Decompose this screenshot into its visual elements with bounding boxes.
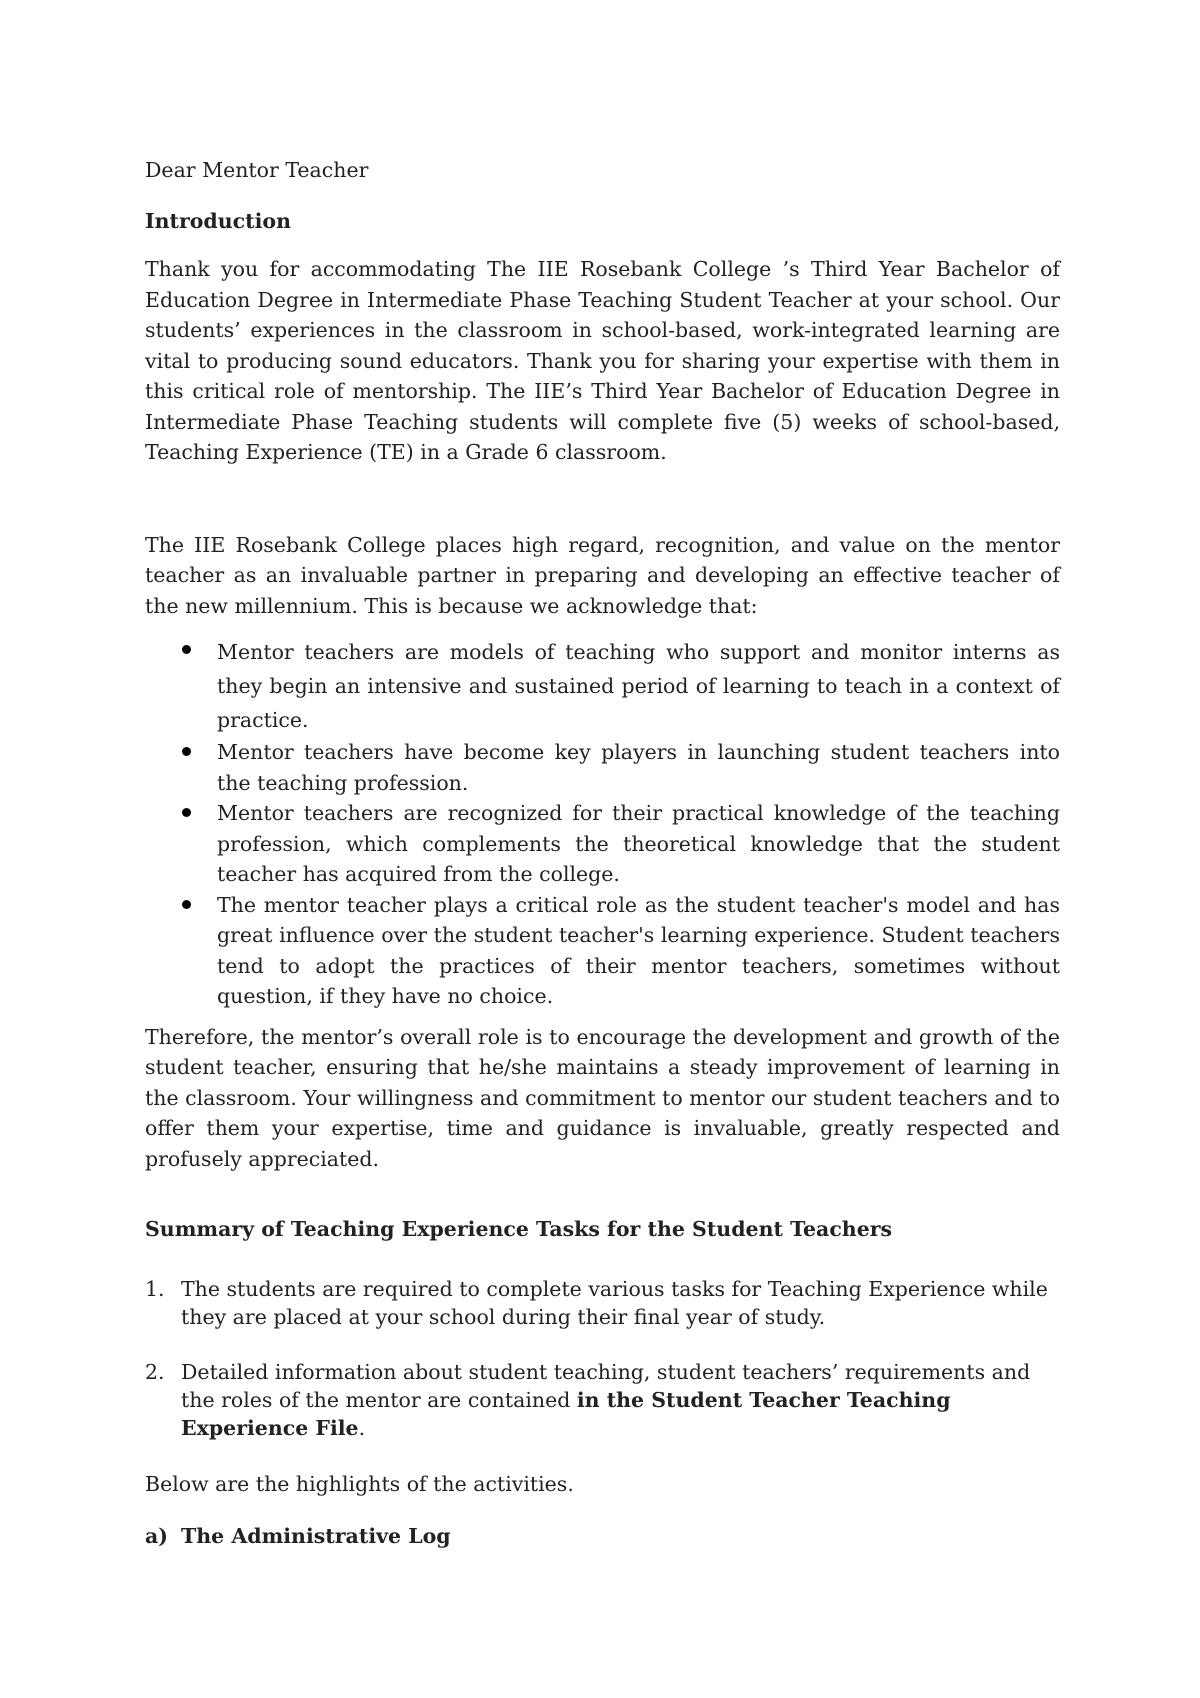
bullet-dot-icon [182,645,191,654]
bullet-text: Mentor teachers have become key players in launching student teachers into the teaching profession. [217,740,1060,795]
highlights-intro: Below are the highlights of the activities. [145,1471,574,1496]
summary-item [145,1358,1060,1442]
summary-item-text-end: . [358,1415,366,1440]
sub-heading-title: The Administrative Log [181,1524,451,1548]
therefore-paragraph: Therefore, the mentor’s overall role is to encourage the development and growth of the student teacher, ensuring that he/she maintains a steady improvement of learning in the classroom. Your willingness and commitment to mentor our student teachers and to offer them your expertise, time and guidance is invaluable, greatly respected and profusely appreciated. [145,1024,1060,1171]
bullet-item [145,798,1060,890]
bullet-item [145,635,1060,737]
bullet-dot-icon [182,900,191,909]
introduction-heading: Introduction [145,208,291,233]
bullet-text: Mentor teachers are models of teaching who support and monitor interns as they begin an intensive and sustained period of learning to teach in a context of practice. [217,640,1060,732]
summary-numbered-list [145,1275,1060,1442]
summary-item-number: 1. [145,1276,165,1301]
summary-item-text: Detailed information about student teaching, student teachers’ requirements and the roles of the mentor are contained [181,1359,1031,1412]
administrative-log-heading [145,1521,1060,1552]
bullet-dot-icon [182,808,191,817]
salutation: Dear Mentor Teacher [145,158,369,182]
sub-heading-letter: a) [145,1524,168,1548]
summary-heading: Summary of Teaching Experience Tasks for the Student Teachers [145,1217,893,1241]
summary-item [145,1275,1060,1331]
summary-item-text: The students are required to complete various tasks for Teaching Experience while they are placed at your school during their final year of study. [181,1276,1048,1329]
summary-item-number: 2. [145,1359,165,1384]
bullet-text: The mentor teacher plays a critical role as the student teacher's model and has great influence over the student teacher's learning experience. Student teachers tend to adopt the practices of their mentor teachers, sometimes without question, if they have no choice. [217,892,1060,1008]
bullet-dot-icon [182,747,191,756]
mentor-bullet-list [145,635,1060,1012]
bullet-item [145,890,1060,1012]
bullet-text: Mentor teachers are recognized for their practical knowledge of the teaching profession, which complements the theoretical knowledge that the student teacher has acquired from the college. [217,801,1060,886]
introduction-paragraph: Thank you for accommodating The IIE Rosebank College ’s Third Year Bachelor of Education Degree in Intermediate Phase Teaching Student Teacher at your school. Our students’ experiences in the classroom in school-based, work-integrated learning are vital to producing sound educators. Thank you for sharing your expertise with them in this critical role of mentorship. The IIE’s Third Year Bachelor of Education Degree in Intermediate Phase Teaching students will complete five (5) weeks of school-based, Teaching Experience (TE) in a Grade 6 classroom. [145,257,1060,464]
bullet-item [145,737,1060,798]
document-body [145,155,1060,1552]
summary-item-bold-text: in the Student Teacher Teaching Experience File [181,1387,951,1440]
regard-paragraph: The IIE Rosebank College places high regard, recognition, and value on the mentor teacher as an invaluable partner in preparing and developing an effective teacher of the new millennium. This is because we acknowledge that: [145,532,1060,618]
